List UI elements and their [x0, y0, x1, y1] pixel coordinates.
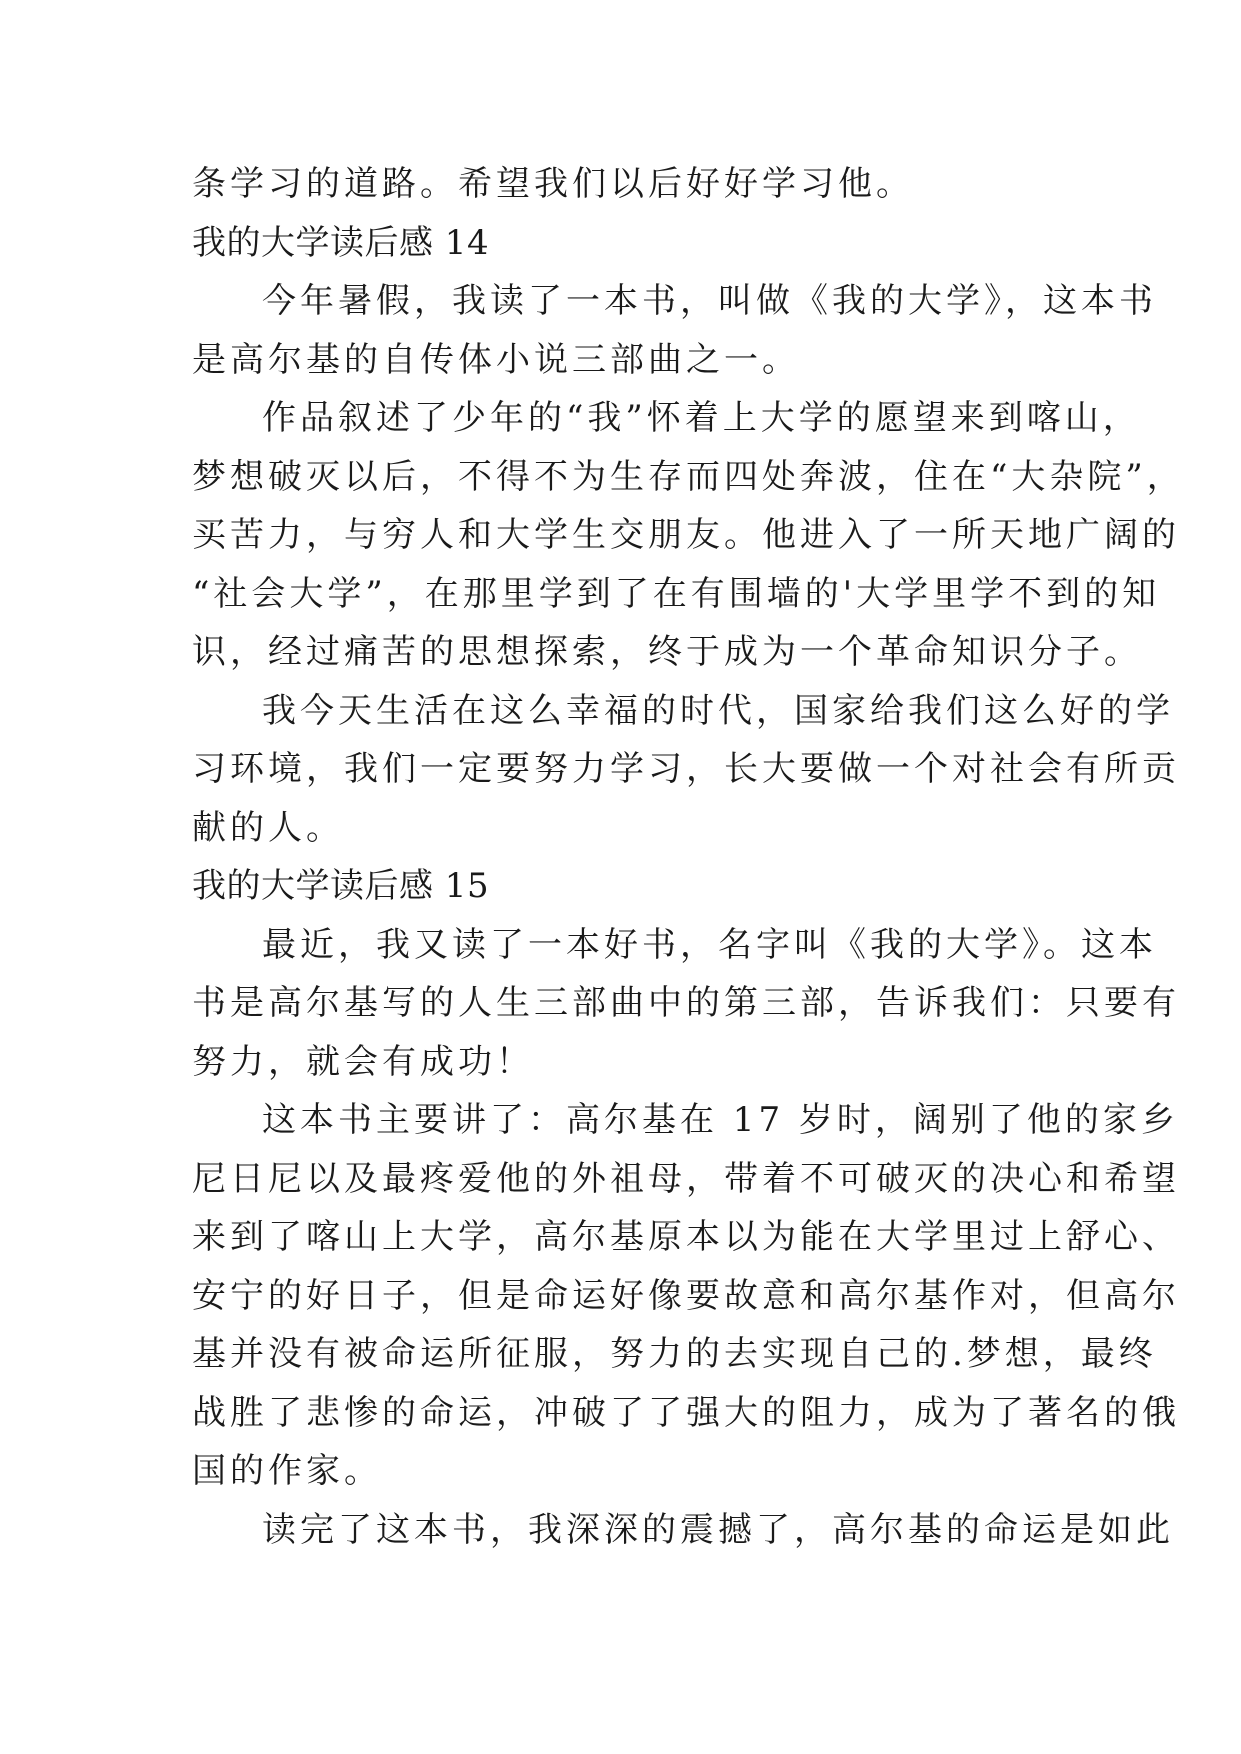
paragraph-first-line: 作品叙述了少年的“我”怀着上大学的愿望来到喀山， — [262, 398, 1141, 438]
text-line: 来到了喀山上大学，高尔基原本以为能在大学里过上舒心、 — [192, 1217, 1180, 1257]
paragraph-first-line: 这本书主要讲了：高尔基在 17 岁时，阔别了他的家乡 — [262, 1100, 1179, 1140]
text-line: 习环境，我们一定要努力学习，长大要做一个对社会有所贡 — [192, 749, 1180, 789]
text-line: 书是高尔基写的人生三部曲中的第三部，告诉我们：只要有 — [192, 983, 1180, 1023]
text-line: 安宁的好日子，但是命运好像要故意和高尔基作对，但高尔 — [192, 1275, 1180, 1316]
paragraph-first-line: 读完了这本书，我深深的震撼了，高尔基的命运是如此 — [262, 1509, 1174, 1550]
text-line: 条学习的道路。希望我们以后好好学习他。 — [192, 164, 914, 204]
text-line: “社会大学”，在那里学到了在有围墙的'大学里学不到的知 — [192, 573, 1161, 614]
paragraph-first-line: 最近，我又读了一本好书，名字叫《我的大学》。这本 — [262, 924, 1157, 965]
text-line: 尼日尼以及最疼爱他的外祖母，带着不可破灭的决心和希望 — [192, 1158, 1180, 1199]
text-line: 识，经过痛苦的思想探索，终于成为一个革命知识分子。 — [192, 632, 1142, 672]
document-page — [192, 155, 1185, 1559]
paragraph-first-line: 我今天生活在这么幸福的时代，国家给我们这么好的学 — [262, 690, 1174, 731]
text-line: 是高尔基的自传体小说三部曲之一。 — [192, 339, 800, 380]
text-line: 基并没有被命运所征服，努力的去实现自己的.梦想，最终 — [192, 1334, 1157, 1374]
paragraph-first-line: 今年暑假，我读了一本书，叫做《我的大学》，这本书 — [262, 281, 1157, 321]
text-line: 献的人。 — [192, 807, 344, 848]
text-line: 梦想破灭以后，不得不为生存而四处奔波，住在“大杂院”， — [192, 456, 1185, 497]
text-line: 战胜了悲惨的命运，冲破了了强大的阻力，成为了著名的俄 — [192, 1392, 1180, 1433]
section-heading: 我的大学读后感 15 — [192, 866, 490, 906]
text-line: 买苦力，与穷人和大学生交朋友。他进入了一所天地广阔的 — [192, 515, 1180, 555]
section-heading: 我的大学读后感 14 — [192, 222, 490, 263]
text-line: 国的作家。 — [192, 1451, 382, 1491]
text-line: 努力，就会有成功！ — [192, 1041, 534, 1082]
